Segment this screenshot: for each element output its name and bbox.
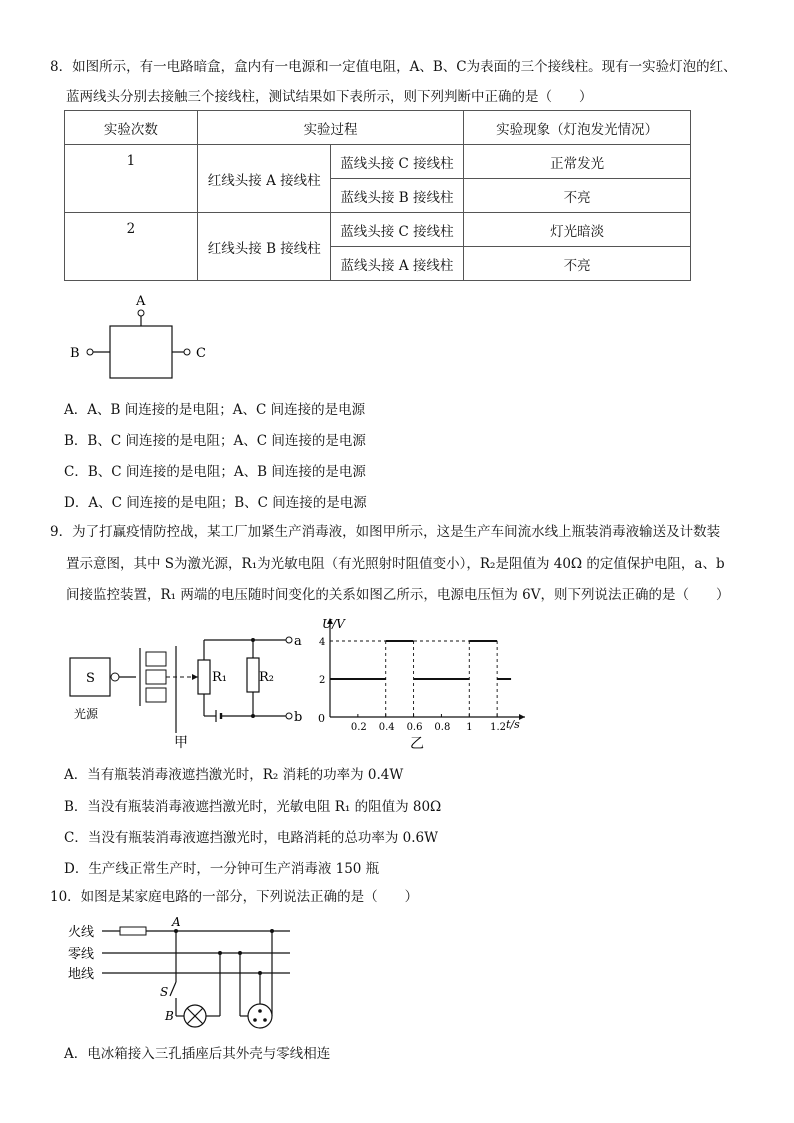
laser-source-label: S — [86, 671, 95, 686]
q8-stem-line2: 蓝两线头分别去接触三个接线柱，测试结果如下表所示，则下列判断中正确的是（ ） — [66, 89, 593, 105]
terminal-a-label: a — [294, 634, 302, 649]
red-lead-cell: 红线头接 A 接线柱 — [197, 145, 330, 213]
result-cell: 不亮 — [464, 247, 691, 281]
x-tick-label: 0.4 — [378, 722, 395, 733]
live-wire-label: 火线 — [68, 925, 95, 940]
q10-option-a: A．电冰箱接入三孔插座后其外壳与零线相连 — [64, 1046, 331, 1062]
bottle — [146, 670, 166, 684]
blue-lead-cell: 蓝线头接 C 接线柱 — [330, 213, 464, 247]
three-pin-socket — [248, 1004, 272, 1028]
neutral-wire-label: 零线 — [68, 947, 95, 962]
figure-caption-jia: 甲 — [174, 735, 188, 751]
terminal-b-label: b — [294, 710, 303, 725]
y-axis-label: U/V — [322, 617, 345, 631]
fuse — [120, 927, 146, 935]
header-trial: 实验次数 — [65, 111, 198, 145]
r1-photoresistor — [198, 660, 210, 694]
x-axis-label: t/s — [506, 718, 520, 731]
r2-resistor — [247, 658, 259, 692]
result-cell: 正常发光 — [464, 145, 691, 179]
trial-number: 2 — [65, 213, 198, 281]
q9-stem-line2: 置示意图，其中 S为激光源，R₁为光敏电阻（有光照射时阻值变小），R₂是阻值为 40Ω 的定值保护电阻，a、b — [66, 556, 725, 572]
trial-number: 1 — [65, 145, 198, 213]
laser-circuit-diagram — [60, 628, 310, 753]
x-tick-label: 0.6 — [406, 722, 423, 733]
origin-label: 0 — [318, 712, 325, 725]
bottle — [146, 688, 166, 702]
table-row — [65, 145, 691, 179]
label-a: A — [136, 294, 146, 309]
r2-label: R₂ — [259, 670, 274, 685]
point-b-label: B — [165, 1009, 174, 1023]
q9-option-d: D．生产线正常生产时，一分钟可生产消毒液 150 瓶 — [64, 861, 380, 877]
q8-stem-line1: 8．如图所示，有一电路暗盒，盒内有一电源和一定值电阻，A、B、C为表面的三个接线柱。现有一实验灯泡的红、 — [50, 59, 737, 75]
label-b: B — [70, 346, 80, 361]
x-tick-label: 0.8 — [434, 722, 451, 733]
x-tick-label: 1.2 — [490, 722, 507, 733]
black-box-diagram — [60, 290, 220, 385]
x-axis-arrow — [519, 714, 525, 720]
terminal-b — [87, 349, 93, 355]
figure-caption-yi: 乙 — [410, 736, 424, 752]
q8-option-c: C．B、C 间连接的是电阻；A、B 间连接的是电源 — [64, 464, 366, 480]
q8-option-d: D．A、C 间连接的是电阻；B、C 间连接的是电源 — [64, 495, 367, 511]
switch-label: S — [160, 985, 169, 999]
experiment-table — [64, 110, 691, 281]
red-lead-cell: 红线头接 B 接线柱 — [197, 213, 330, 281]
household-circuit-diagram — [60, 912, 310, 1034]
header-result: 实验现象（灯泡发光情况） — [464, 111, 691, 145]
x-tick-label: 0.2 — [350, 722, 367, 733]
switch-s — [170, 982, 176, 996]
terminal-c — [184, 349, 190, 355]
q9-stem-line1: 9．为了打赢疫情防控战，某工厂加紧生产消毒液，如图甲所示，这是生产车间流水线上瓶装消毒液输送及计数装 — [50, 524, 721, 540]
terminal-a — [138, 310, 144, 316]
table-row — [65, 213, 691, 247]
bottle — [146, 652, 166, 666]
q10-stem: 10．如图是某家庭电路的一部分，下列说法正确的是（ ） — [50, 889, 419, 905]
x-tick-label: 1 — [466, 722, 473, 733]
q9-option-c: C．当没有瓶装消毒液遮挡激光时，电路消耗的总功率为 0.6W — [64, 830, 438, 846]
blue-lead-cell: 蓝线头接 A 接线柱 — [330, 247, 464, 281]
q9-option-a: A．当有瓶装消毒液遮挡激光时，R₂ 消耗的功率为 0.4W — [64, 767, 404, 783]
terminal-a — [286, 637, 292, 643]
blue-lead-cell: 蓝线头接 B 接线柱 — [330, 179, 464, 213]
point-a-label: A — [172, 915, 181, 929]
q9-stem-line3: 间接监控装置，R₁ 两端的电压随时间变化的关系如图乙所示，电源电压恒为 6V，则下列说法正确的是（ ） — [66, 587, 730, 603]
terminal-b — [286, 713, 292, 719]
earth-wire-label: 地线 — [68, 967, 95, 982]
voltage-time-chart — [310, 612, 530, 752]
table-header-row — [65, 111, 691, 145]
q8-option-a: A．A、B 间连接的是电阻；A、C 间连接的是电源 — [64, 402, 366, 418]
result-cell: 灯光暗淡 — [464, 213, 691, 247]
laser-aperture — [111, 673, 119, 681]
y-tick-label: 2 — [319, 675, 326, 686]
light-source-caption: 光源 — [74, 707, 99, 721]
result-cell: 不亮 — [464, 179, 691, 213]
header-process: 实验过程 — [197, 111, 464, 145]
black-box — [110, 326, 172, 378]
r1-label: R₁ — [212, 670, 227, 685]
q8-option-b: B．B、C 间连接的是电阻；A、C 间连接的是电源 — [64, 433, 366, 449]
y-tick-label: 4 — [319, 637, 326, 648]
label-c: C — [196, 346, 206, 361]
q9-option-b: B．当没有瓶装消毒液遮挡激光时，光敏电阻 R₁ 的阻值为 80Ω — [64, 799, 442, 815]
blue-lead-cell: 蓝线头接 C 接线柱 — [330, 145, 464, 179]
